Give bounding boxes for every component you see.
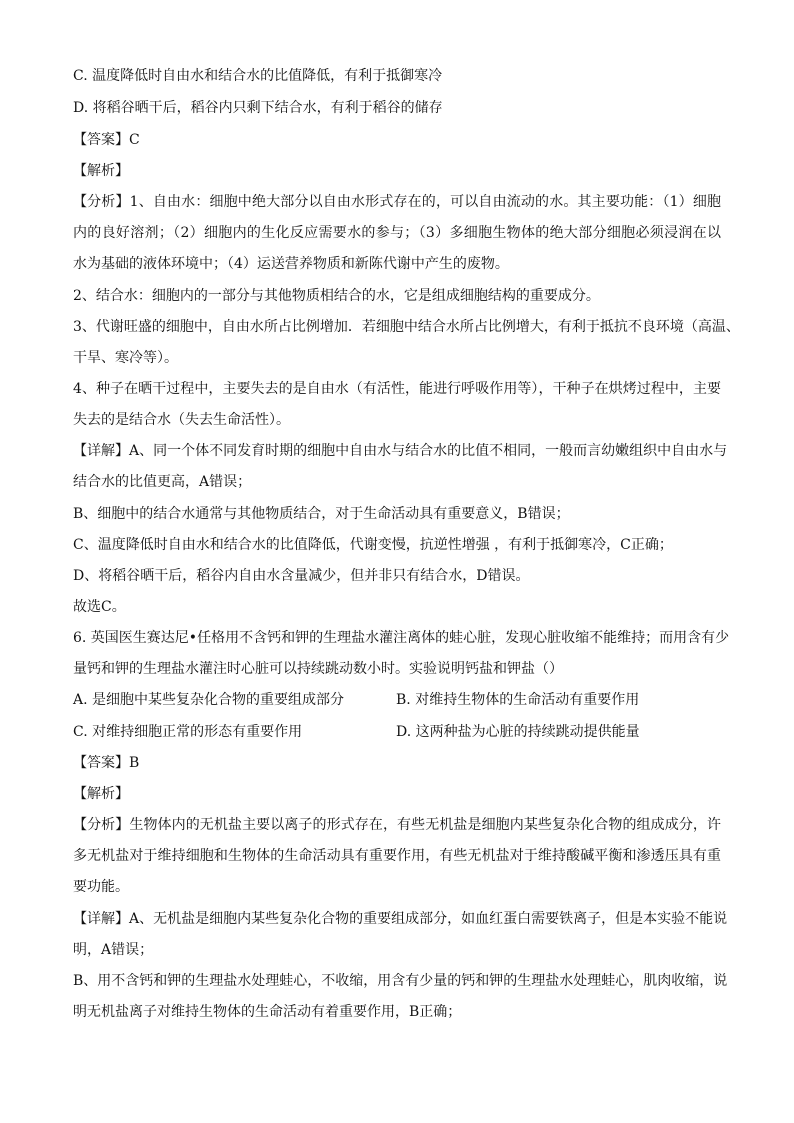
question-6-stem: 量钙和钾的生理盐水灌注时心脏可以持续跳动数小时。实验说明钙盐和钾盐（）: [73, 661, 563, 677]
answer-label: 【答案】C: [73, 132, 140, 148]
text-line: 【分析】生物体内的无机盐主要以离子的形式存在，有些无机盐是细胞内某些复杂化合物的组成成分，许: [73, 817, 721, 833]
analysis-heading: 【解析】: [73, 786, 129, 802]
text-line: B、用不含钙和钾的生理盐水处理蛙心，不收缩，用含有少量的钙和钾的生理盐水处理蛙心，肌肉收缩，说: [73, 973, 728, 989]
answer-label: 【答案】B: [73, 755, 140, 771]
text-line: 故选C。: [73, 599, 126, 615]
text-line: 3、代谢旺盛的细胞中，自由水所占比例增加．若细胞中结合水所占比例增大，有利于抵抗不良环境（高温、: [73, 319, 740, 335]
text-line: 结合水的比值更高，A错误；: [73, 474, 252, 490]
text-line: 内的良好溶剂；（2）细胞内的生化反应需要水的参与；（3）多细胞生物体的绝大部分细胞必须浸润在以: [73, 225, 721, 241]
text-line: 水为基础的液体环境中；（4）运送营养物质和新陈代谢中产生的废物。: [73, 256, 509, 272]
text-line: 干旱、寒冷等）。: [73, 350, 178, 366]
option-b: B. 对维持生物体的生命活动有重要作用: [396, 692, 640, 708]
text-line: D、将稻谷晒干后，稻谷内自由水含量减少，但并非只有结合水，D错误。: [73, 568, 530, 584]
text-line: 多无机盐对于维持细胞和生物体的生命活动具有重要作用，有些无机盐对于维持酸碱平衡和渗透压具有重: [73, 848, 721, 864]
text-line: 【详解】A、同一个体不同发育时期的细胞中自由水与结合水的比值不相同，一般而言幼嫩组织中自由水与: [73, 443, 728, 459]
text-line: C、温度降低时自由水和结合水的比值降低，代谢变慢，抗逆性增强 ，有利于抵御寒冷，C正确；: [73, 537, 673, 553]
text-line: 明无机盐离子对维持生物体的生命活动有着重要作用，B正确；: [73, 1004, 462, 1020]
option-c-line: C. 温度降低时自由水和结合水的比值降低，有利于抵御寒冷: [73, 68, 443, 84]
analysis-heading: 【解析】: [73, 163, 129, 179]
option-d: D. 这两种盐为心脏的持续跳动提供能量: [396, 724, 640, 740]
text-line: 要功能。: [73, 879, 129, 895]
text-line: B、细胞中的结合水通常与其他物质结合，对于生命活动具有重要意义，B错误；: [73, 506, 570, 522]
text-line: 【分析】1、自由水：细胞中绝大部分以自由水形式存在的，可以自由流动的水。其主要功能：（1）细胞: [73, 194, 721, 210]
text-line: 2、结合水：细胞内的一部分与其他物质相结合的水，它是组成细胞结构的重要成分。: [73, 288, 600, 304]
text-line: 4、种子在晒干过程中，主要失去的是自由水（有活性，能进行呼吸作用等），干种子在烘烤过程中，主要: [73, 381, 721, 397]
text-line: 【详解】A、无机盐是细胞内某些复杂化合物的重要组成部分，如血红蛋白需要铁离子，但是本实验不能说: [73, 911, 728, 927]
option-c: C. 对维持细胞正常的形态有重要作用: [73, 724, 303, 740]
option-a: A. 是细胞中某些复杂化合物的重要组成部分: [73, 692, 345, 708]
text-line: 明，A错误；: [73, 942, 154, 958]
text-line: 失去的是结合水（失去生命活性）。: [73, 412, 290, 428]
question-6-stem: 6. 英国医生赛达尼•任格用不含钙和钾的生理盐水灌注离体的蛙心脏，发现心脏收缩不能维持；而用含有少: [73, 630, 730, 646]
option-d-line: D. 将稻谷晒干后，稻谷内只剩下结合水，有利于稻谷的储存: [73, 100, 443, 116]
